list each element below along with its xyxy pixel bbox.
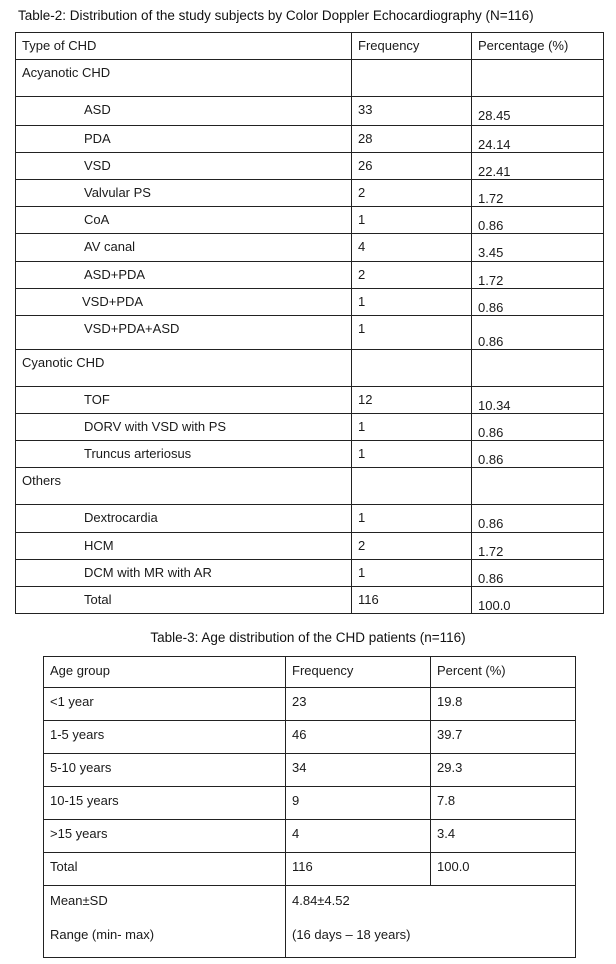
table-row <box>44 754 576 787</box>
age-group: 1-5 years <box>44 721 286 754</box>
chd-percentage: 3.45 <box>472 234 604 262</box>
chd-frequency: 2 <box>352 180 472 207</box>
chd-frequency: 1 <box>352 316 472 350</box>
table-row <box>16 262 604 289</box>
table-row <box>16 207 604 234</box>
table-row <box>16 97 604 126</box>
chd-percentage: 28.45 <box>472 97 604 126</box>
chd-frequency: 1 <box>352 289 472 316</box>
total-label: Total <box>16 587 352 614</box>
table-row <box>16 289 604 316</box>
chd-percentage: 24.14 <box>472 126 604 153</box>
chd-type: ASD <box>16 97 352 126</box>
table-row <box>16 533 604 560</box>
table3-header-frequency: Frequency <box>286 657 431 688</box>
table-row <box>16 560 604 587</box>
chd-type: CoA <box>16 207 352 234</box>
table3-header-percent: Percent (%) <box>431 657 576 688</box>
age-frequency: 9 <box>286 787 431 820</box>
table-row <box>44 787 576 820</box>
chd-frequency: 1 <box>352 207 472 234</box>
table2-group-row <box>16 350 604 387</box>
total-frequency: 116 <box>286 853 431 886</box>
table-row <box>16 316 604 350</box>
table2-group-row <box>16 60 604 97</box>
chd-type: DORV with VSD with PS <box>16 414 352 441</box>
table3 <box>43 656 576 958</box>
chd-frequency: 26 <box>352 153 472 180</box>
chd-percentage: 0.86 <box>472 505 604 533</box>
chd-type: Dextrocardia <box>16 505 352 533</box>
age-group: 5-10 years <box>44 754 286 787</box>
table3-header-row <box>44 657 576 688</box>
chd-percentage: 0.86 <box>472 560 604 587</box>
total-percentage: 100.0 <box>472 587 604 614</box>
chd-frequency: 2 <box>352 262 472 289</box>
chd-frequency: 1 <box>352 560 472 587</box>
table2-title: Table-2: Distribution of the study subjects by Color Doppler Echocardiography (N=116) <box>18 8 534 23</box>
age-group: >15 years <box>44 820 286 853</box>
chd-frequency: 28 <box>352 126 472 153</box>
age-percent: 3.4 <box>431 820 576 853</box>
table2-header-row <box>16 33 604 60</box>
age-group: 10-15 years <box>44 787 286 820</box>
table2 <box>15 32 604 614</box>
age-frequency: 23 <box>286 688 431 721</box>
chd-percentage: 0.86 <box>472 207 604 234</box>
chd-frequency: 1 <box>352 414 472 441</box>
group-label-others: Others <box>16 468 352 505</box>
table3-total-row <box>44 853 576 886</box>
chd-frequency: 1 <box>352 441 472 468</box>
chd-type: VSD+PDA+ASD <box>16 316 352 350</box>
chd-type: Valvular PS <box>16 180 352 207</box>
chd-type: Truncus arteriosus <box>16 441 352 468</box>
age-frequency: 34 <box>286 754 431 787</box>
table2-group-row <box>16 468 604 505</box>
stats-labels <box>44 886 286 958</box>
table2-header-type: Type of CHD <box>16 33 352 60</box>
range-value: (16 days – 18 years) <box>292 927 411 942</box>
table-row <box>44 688 576 721</box>
table-row <box>16 387 604 414</box>
table-row <box>16 126 604 153</box>
chd-type: VSD+PDA <box>16 289 352 316</box>
chd-type: AV canal <box>16 234 352 262</box>
chd-percentage: 1.72 <box>472 533 604 560</box>
age-group: <1 year <box>44 688 286 721</box>
table2-total-row <box>16 587 604 614</box>
table3-header-age: Age group <box>44 657 286 688</box>
table3-stats-row <box>44 886 576 958</box>
table-row <box>44 721 576 754</box>
chd-percentage: 0.86 <box>472 316 604 350</box>
table2-header-frequency: Frequency <box>352 33 472 60</box>
chd-type: HCM <box>16 533 352 560</box>
chd-frequency: 2 <box>352 533 472 560</box>
table-row <box>16 505 604 533</box>
table-row <box>44 820 576 853</box>
table3-title: Table-3: Age distribution of the CHD patients (n=116) <box>150 630 466 645</box>
stats-values <box>286 886 576 958</box>
mean-sd-value: 4.84±4.52 <box>292 893 350 908</box>
table-row <box>16 234 604 262</box>
mean-sd-label: Mean±SD <box>50 893 108 908</box>
group-label-cyanotic: Cyanotic CHD <box>16 350 352 387</box>
chd-percentage: 1.72 <box>472 262 604 289</box>
chd-type: ASD+PDA <box>16 262 352 289</box>
table-row <box>16 441 604 468</box>
chd-percentage: 10.34 <box>472 387 604 414</box>
chd-percentage: 0.86 <box>472 441 604 468</box>
chd-frequency: 33 <box>352 97 472 126</box>
chd-type: DCM with MR with AR <box>16 560 352 587</box>
age-frequency: 4 <box>286 820 431 853</box>
chd-type: TOF <box>16 387 352 414</box>
table-row <box>16 180 604 207</box>
table-row <box>16 153 604 180</box>
chd-frequency: 4 <box>352 234 472 262</box>
chd-percentage: 22.41 <box>472 153 604 180</box>
chd-percentage: 0.86 <box>472 414 604 441</box>
total-label: Total <box>44 853 286 886</box>
table-row <box>16 414 604 441</box>
total-percent: 100.0 <box>431 853 576 886</box>
age-percent: 19.8 <box>431 688 576 721</box>
group-label-acyanotic: Acyanotic CHD <box>16 60 352 97</box>
age-percent: 29.3 <box>431 754 576 787</box>
total-frequency: 116 <box>352 587 472 614</box>
chd-type: PDA <box>16 126 352 153</box>
chd-frequency: 12 <box>352 387 472 414</box>
chd-percentage: 1.72 <box>472 180 604 207</box>
table2-header-percentage: Percentage (%) <box>472 33 604 60</box>
chd-frequency: 1 <box>352 505 472 533</box>
age-percent: 7.8 <box>431 787 576 820</box>
range-label: Range (min- max) <box>50 927 155 942</box>
age-percent: 39.7 <box>431 721 576 754</box>
chd-type: VSD <box>16 153 352 180</box>
chd-percentage: 0.86 <box>472 289 604 316</box>
age-frequency: 46 <box>286 721 431 754</box>
